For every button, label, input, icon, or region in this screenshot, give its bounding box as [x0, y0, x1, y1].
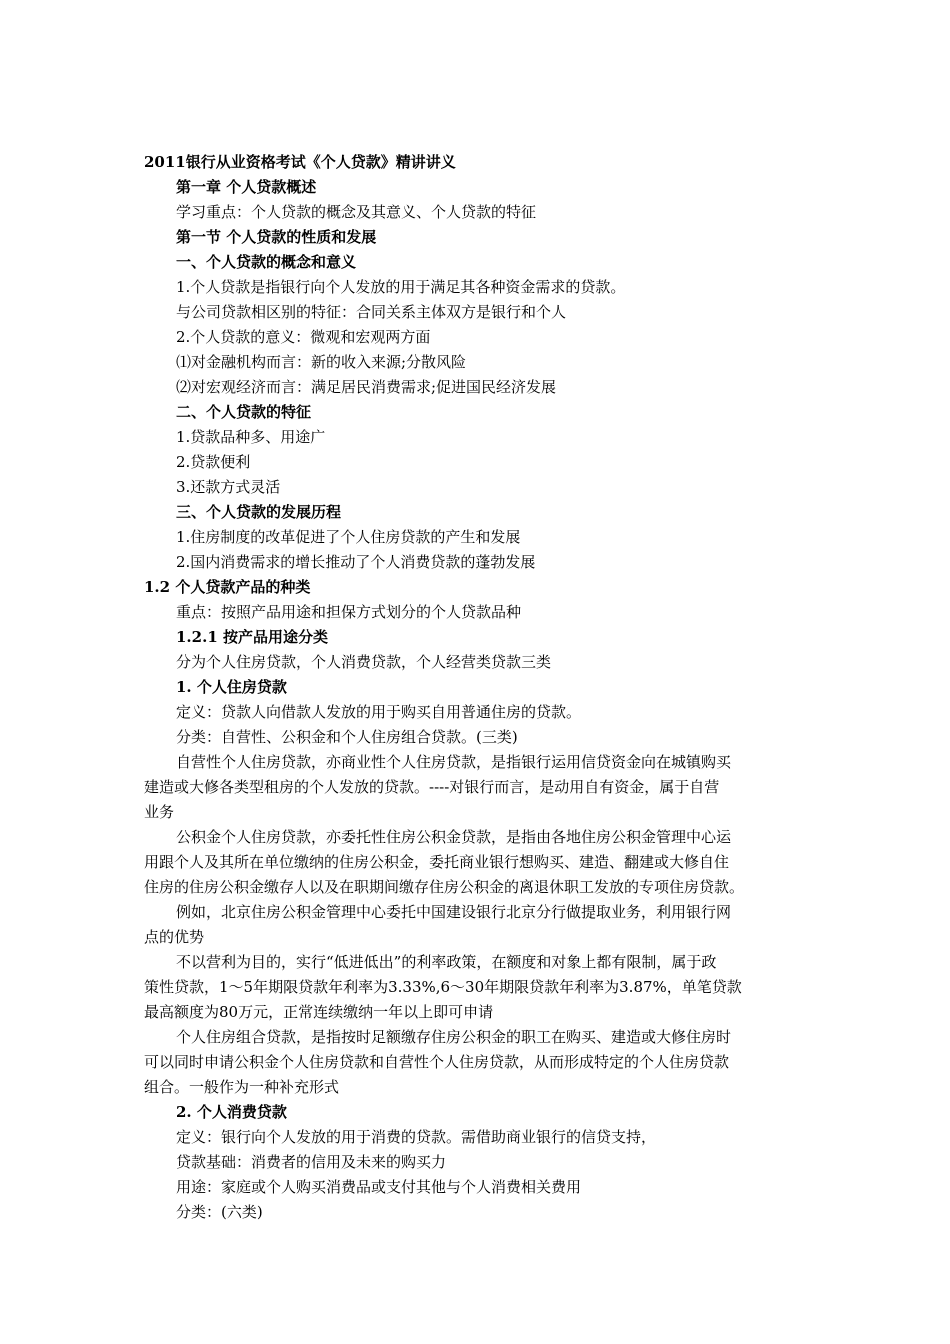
paragraph-line: 用跟个人及其所在单位缴纳的住房公积金，委托商业银行想购买、建造、翻建或大修自住 [144, 853, 730, 871]
paragraph-line: 不以营利为目的，实行“低进低出”的利率政策，在额度和对象上都有限制，属于政 [176, 953, 717, 971]
heading-consumer-loan: 2. 个人消费贷款 [176, 1103, 287, 1121]
paragraph-line: 可以同时申请公积金个人住房贷款和自营性个人住房贷款，从而形成特定的个人住房贷款 [144, 1053, 730, 1071]
paragraph: 定义：贷款人向借款人发放的用于购买自用普通住房的贷款。 [176, 703, 582, 721]
section-heading-1-2: 1.2 个人贷款产品的种类 [144, 578, 311, 596]
subheading-history: 三、个人贷款的发展历程 [176, 503, 342, 521]
heading-housing-loan: 1. 个人住房贷款 [176, 678, 287, 696]
paragraph-line: 组合。一般作为一种补充形式 [144, 1078, 340, 1096]
paragraph: ⑵对宏观经济而言：满足居民消费需求;促进国民经济发展 [176, 378, 557, 396]
paragraph-line: 例如，北京住房公积金管理中心委托中国建设银行北京分行做提取业务，利用银行网 [176, 903, 732, 921]
paragraph: 分类：(六类) [176, 1203, 263, 1221]
paragraph: 定义：银行向个人发放的用于消费的贷款。需借助商业银行的信贷支持， [176, 1128, 657, 1146]
paragraph: 3.还款方式灵活 [176, 478, 281, 496]
section-heading: 第一节 个人贷款的性质和发展 [176, 228, 377, 246]
paragraph: 与公司贷款相区别的特征：合同关系主体双方是银行和个人 [176, 303, 567, 321]
paragraph-line: 自营性个人住房贷款，亦商业性个人住房贷款，是指银行运用信贷资金向在城镇购买 [176, 753, 732, 771]
paragraph: ⑴对金融机构而言：新的收入来源;分散风险 [176, 353, 467, 371]
key-points-line: 学习重点：个人贷款的概念及其意义、个人贷款的特征 [176, 203, 537, 221]
doc-title: 2011银行从业资格考试《个人贷款》精讲讲义 [144, 153, 456, 171]
paragraph: 1.贷款品种多、用途广 [176, 428, 326, 446]
paragraph-line: 业务 [144, 803, 175, 821]
paragraph-line: 公积金个人住房贷款，亦委托性住房公积金贷款，是指由各地住房公积金管理中心运 [176, 828, 732, 846]
paragraph: 1.住房制度的改革促进了个人住房贷款的产生和发展 [176, 528, 521, 546]
paragraph: 分类：自营性、公积金和个人住房组合贷款。(三类) [176, 728, 518, 746]
paragraph-line: 最高额度为80万元，正常连续缴纳一年以上即可申请 [144, 1003, 494, 1021]
paragraph: 重点：按照产品用途和担保方式划分的个人贷款品种 [176, 603, 522, 621]
chapter-heading: 第一章 个人贷款概述 [176, 178, 317, 196]
paragraph: 贷款基础：消费者的信用及未来的购买力 [176, 1153, 447, 1171]
paragraph: 2.贷款便利 [176, 453, 251, 471]
paragraph-line: 点的优势 [144, 928, 205, 946]
paragraph: 用途：家庭或个人购买消费品或支付其他与个人消费相关费用 [176, 1178, 582, 1196]
paragraph: 2.个人贷款的意义：微观和宏观两方面 [176, 328, 431, 346]
paragraph-line: 建造或大修各类型租房的个人发放的贷款。----对银行而言，是动用自有资金，属于自营 [144, 778, 720, 796]
subheading-features: 二、个人贷款的特征 [176, 403, 312, 421]
subsection-heading-1-2-1: 1.2.1 按产品用途分类 [176, 628, 328, 646]
paragraph-line: 个人住房组合贷款，是指按时足额缴存住房公积金的职工在购买、建造或大修住房时 [176, 1028, 732, 1046]
paragraph: 分为个人住房贷款，个人消费贷款，个人经营类贷款三类 [176, 653, 552, 671]
paragraph-line: 住房的住房公积金缴存人以及在职期间缴存住房公积金的离退休职工发放的专项住房贷款。 [144, 878, 745, 896]
paragraph: 1.个人贷款是指银行向个人发放的用于满足其各种资金需求的贷款。 [176, 278, 626, 296]
paragraph-line: 策性贷款，1～5年期限贷款年利率为3.33%,6～30年期限贷款年利率为3.87%，单笔贷款 [144, 978, 742, 996]
subheading-concept: 一、个人贷款的概念和意义 [176, 253, 357, 271]
paragraph: 2.国内消费需求的增长推动了个人消费贷款的蓬勃发展 [176, 553, 536, 571]
